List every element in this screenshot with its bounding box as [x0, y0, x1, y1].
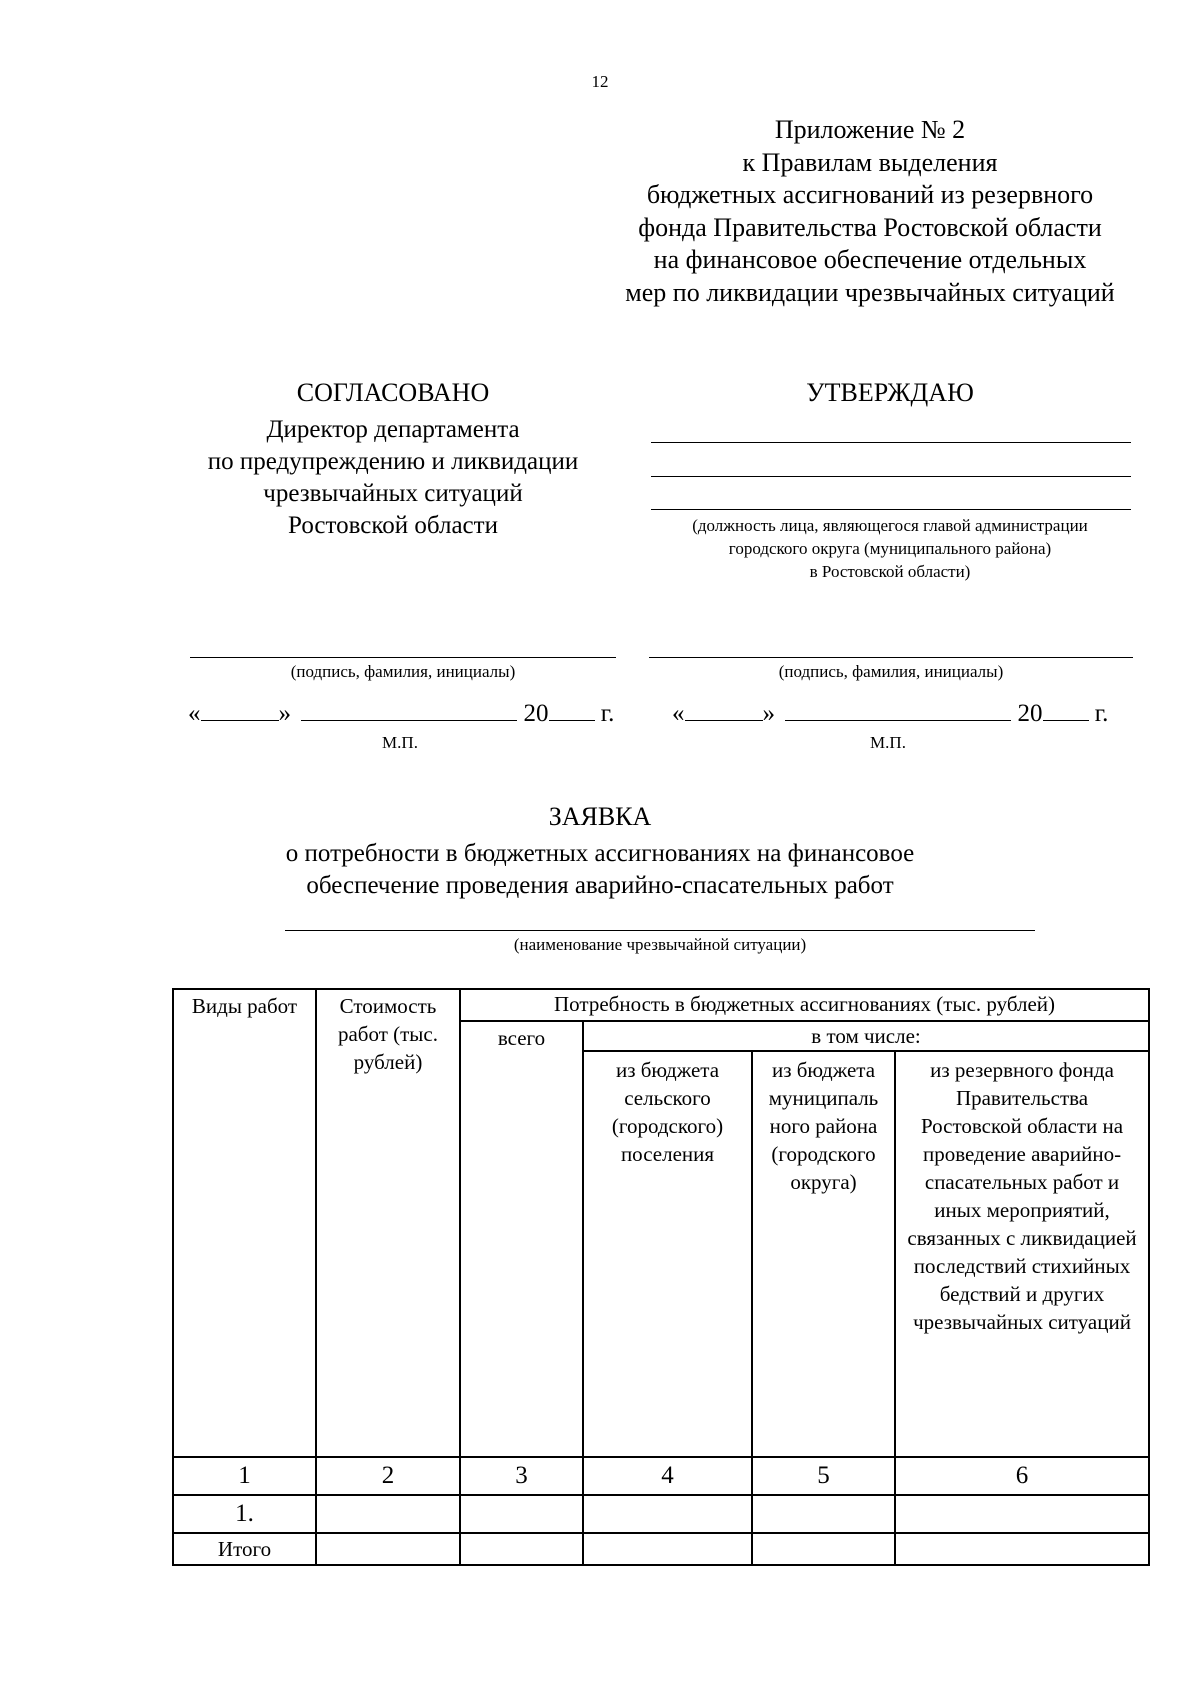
table-cell[interactable] — [752, 1495, 895, 1533]
row-label: 1. — [173, 1495, 316, 1533]
emergency-name-line[interactable] — [285, 930, 1035, 931]
table-cell[interactable] — [752, 1533, 895, 1565]
table-cell[interactable] — [316, 1495, 460, 1533]
quote-close: » — [278, 700, 291, 727]
column-number: 4 — [583, 1457, 752, 1495]
column-number: 3 — [460, 1457, 583, 1495]
table-cell[interactable] — [895, 1533, 1149, 1565]
month-field[interactable] — [301, 698, 517, 721]
header-including: в том числе: — [583, 1021, 1149, 1051]
agreed-stamp: М.П. — [382, 733, 418, 752]
year-field[interactable] — [1043, 698, 1089, 721]
appendix-line: к Правилам выделения — [742, 147, 998, 177]
header-total: всего — [460, 1021, 583, 1457]
day-field[interactable] — [685, 698, 763, 721]
header-need: Потребность в бюджетных ассигнованиях (тыс. рублей) — [460, 989, 1149, 1021]
agreed-date — [188, 698, 614, 728]
column-number: 2 — [316, 1457, 460, 1495]
year-suffix: г. — [1094, 700, 1109, 727]
agreed-position — [168, 414, 618, 542]
header-work-types: Виды работ — [173, 989, 316, 1457]
year-prefix: 20 — [1017, 700, 1043, 727]
appendix-line: бюджетных ассигнований из резервного — [646, 180, 1094, 209]
page-number: 12 — [591, 72, 609, 91]
column-number: 1 — [173, 1457, 316, 1495]
agreed-heading: СОГЛАСОВАНО — [296, 378, 490, 407]
appendix-line: Приложение № 2 — [774, 115, 966, 144]
table-cell[interactable] — [460, 1533, 583, 1565]
quote-open: « — [188, 700, 201, 727]
approve-heading: УТВЕРЖДАЮ — [806, 378, 974, 407]
table-cell[interactable] — [460, 1495, 583, 1533]
total-row-label: Итого — [173, 1533, 316, 1565]
request-title: ЗАЯВКА — [548, 802, 652, 831]
approve-stamp: М.П. — [870, 733, 906, 752]
table-cell[interactable] — [316, 1533, 460, 1565]
approve-date — [672, 698, 1108, 728]
subtitle-line: о потребности в бюджетных ассигнованиях на финансовое — [285, 840, 915, 867]
note-line: городского округа (муниципального района) — [728, 539, 1052, 558]
column-number: 6 — [895, 1457, 1149, 1495]
request-table — [172, 988, 1150, 1566]
quote-open: « — [672, 700, 685, 727]
subtitle-line: обеспечение проведения аварийно-спасательных работ — [306, 872, 894, 899]
header-cost: Стоимость работ (тыс. рублей) — [316, 989, 460, 1457]
note-line: (должность лица, являющегося главой администрации — [692, 516, 1088, 535]
year-suffix: г. — [600, 700, 615, 727]
approve-signature-caption: (подпись, фамилия, инициалы) — [778, 662, 1004, 681]
header-rural-budget: из бюджета сельского (городского) поселения — [583, 1051, 752, 1457]
day-field[interactable] — [201, 698, 279, 721]
approve-position-note — [640, 514, 1140, 583]
agreed-line: Ростовской области — [288, 512, 498, 539]
agreed-signature-caption: (подпись, фамилия, инициалы) — [290, 662, 516, 681]
year-field[interactable] — [549, 698, 595, 721]
table-cell[interactable] — [583, 1533, 752, 1565]
column-number: 5 — [752, 1457, 895, 1495]
emergency-caption: (наименование чрезвычайной ситуации) — [513, 935, 807, 954]
agreed-signature-line[interactable] — [190, 657, 616, 658]
agreed-line: чрезвычайных ситуаций — [263, 480, 523, 507]
note-line: в Ростовской области) — [809, 562, 971, 581]
header-reserve-fund: из резервного фонда Правительства Ростовской области на проведение аварийно-спасательных работ и иных мероприятий, связанных с ликвидацией последствий стихийных бедствий и других чрезвычайных ситуаций — [895, 1051, 1149, 1457]
appendix-line: на финансовое обеспечение отдельных — [653, 245, 1087, 274]
approve-position-line[interactable] — [651, 509, 1131, 510]
table-cell[interactable] — [583, 1495, 752, 1533]
appendix-block — [600, 114, 1140, 309]
agreed-line: Директор департамента — [266, 416, 520, 443]
year-prefix: 20 — [523, 700, 549, 727]
appendix-line: мер по ликвидации чрезвычайных ситуаций — [625, 277, 1115, 307]
appendix-line: фонда Правительства Ростовской области — [638, 212, 1102, 242]
table-cell[interactable] — [895, 1495, 1149, 1533]
quote-close: » — [762, 700, 775, 727]
approve-position-line[interactable] — [651, 442, 1131, 443]
month-field[interactable] — [785, 698, 1011, 721]
approve-position-line[interactable] — [651, 476, 1131, 477]
request-subtitle — [0, 838, 1200, 902]
approve-signature-line[interactable] — [649, 657, 1133, 658]
agreed-line: по предупреждению и ликвидации — [207, 448, 579, 475]
header-municipal-budget: из бюджета муниципаль ного района (городского округа) — [752, 1051, 895, 1457]
